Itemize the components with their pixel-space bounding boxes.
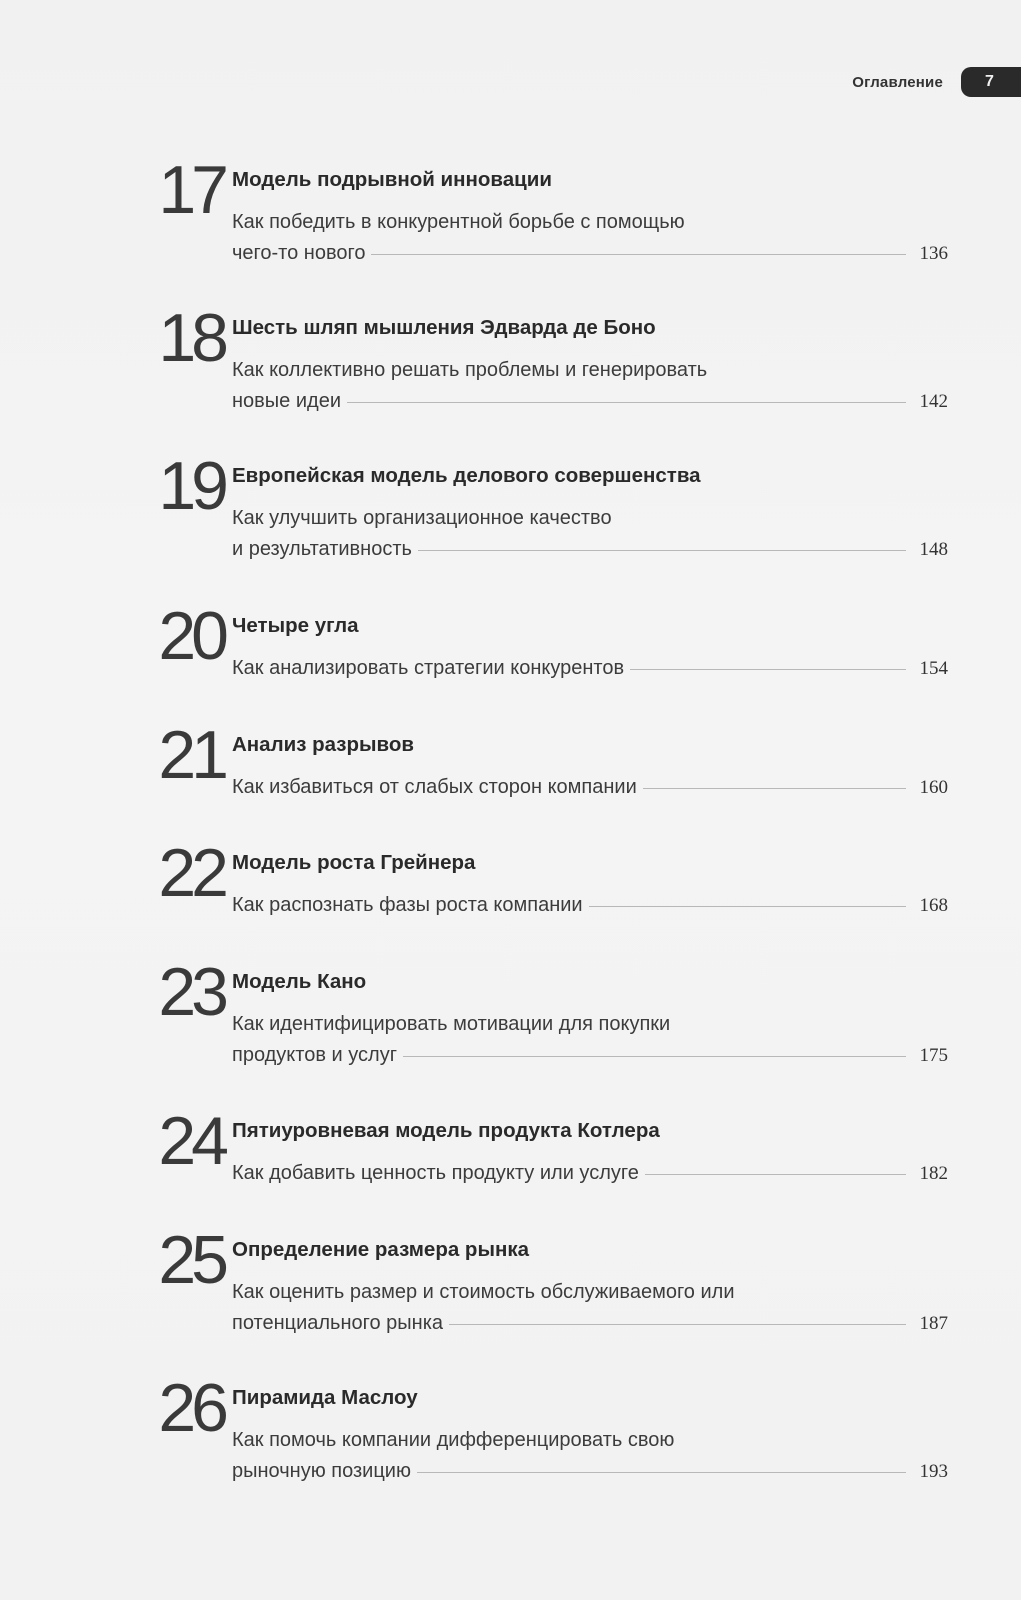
page-reference: 160 — [919, 777, 948, 798]
subtitle-line: потенциального рынка — [232, 1312, 444, 1334]
chapter-title: Анализ разрывов — [232, 733, 414, 756]
chapter-subtitle — [232, 1158, 948, 1189]
chapter-title: Модель роста Грейнера — [232, 851, 476, 874]
chapter-number: 22 — [158, 835, 224, 911]
chapter-title: Шесть шляп мышления Эдварда де Боно — [232, 316, 656, 339]
chapter-subtitle — [232, 772, 948, 803]
dot-leader — [589, 906, 906, 907]
dot-leader — [449, 1324, 906, 1325]
chapter-number: 19 — [158, 448, 224, 524]
chapter-number: 25 — [158, 1222, 224, 1298]
subtitle-line: продуктов и услуг — [232, 1044, 397, 1066]
chapter-subtitle — [232, 355, 948, 417]
dot-leader — [347, 402, 906, 403]
chapter-number: 18 — [158, 300, 224, 376]
dot-leader — [630, 669, 906, 670]
subtitle-line: Как идентифицировать мотивации для покупки — [232, 1013, 671, 1035]
chapter-number: 23 — [158, 954, 224, 1030]
subtitle-line: новые идеи — [232, 390, 341, 412]
page-reference: 148 — [919, 539, 948, 560]
page-reference: 142 — [919, 391, 948, 412]
chapter-subtitle — [232, 653, 948, 684]
chapter-subtitle — [232, 207, 948, 269]
page-reference: 193 — [919, 1461, 948, 1482]
chapter-title: Европейская модель делового совершенства — [232, 464, 701, 487]
subtitle-line: Как коллективно решать проблемы и генерировать — [232, 359, 708, 381]
chapter-title: Модель Кано — [232, 970, 367, 993]
subtitle-line: Как помочь компании дифференцировать свою — [232, 1429, 675, 1451]
subtitle-line: чего-то нового — [232, 242, 366, 264]
dot-leader — [371, 254, 906, 255]
subtitle-line: Как анализировать стратегии конкурентов — [232, 657, 625, 679]
chapter-number: 26 — [158, 1370, 224, 1446]
chapter-title: Модель подрывной инновации — [232, 168, 552, 191]
dot-leader — [417, 1472, 906, 1473]
chapter-title: Четыре угла — [232, 614, 359, 637]
subtitle-line: Как оценить размер и стоимость обслуживаемого или — [232, 1281, 735, 1303]
page-reference: 168 — [919, 895, 948, 916]
subtitle-line: Как победить в конкурентной борьбе с помощью — [232, 211, 685, 233]
section-title: Оглавление — [852, 73, 943, 91]
running-header — [852, 66, 1021, 98]
dot-leader — [645, 1174, 906, 1175]
chapter-number: 24 — [158, 1103, 224, 1179]
dot-leader — [643, 788, 906, 789]
page-number-tab — [961, 67, 1021, 97]
dot-leader — [418, 550, 906, 551]
page-reference: 136 — [919, 243, 948, 264]
chapter-title: Пирамида Маслоу — [232, 1386, 418, 1409]
chapter-subtitle — [232, 1009, 948, 1071]
chapter-subtitle — [232, 890, 948, 921]
page-reference: 175 — [919, 1045, 948, 1066]
page-number: 7 — [985, 73, 994, 90]
dot-leader — [403, 1056, 906, 1057]
chapter-number: 20 — [158, 598, 224, 674]
chapter-title: Пятиуровневая модель продукта Котлера — [232, 1119, 660, 1142]
subtitle-line: Как распознать фазы роста компании — [232, 894, 583, 916]
subtitle-line: Как избавиться от слабых сторон компании — [232, 776, 637, 798]
chapter-title: Определение размера рынка — [232, 1238, 530, 1261]
chapter-subtitle — [232, 1425, 948, 1487]
subtitle-line: Как добавить ценность продукту или услуге — [232, 1162, 639, 1184]
page-reference: 187 — [919, 1313, 948, 1334]
chapter-number: 17 — [158, 152, 224, 228]
page-reference: 154 — [919, 658, 948, 679]
chapter-number: 21 — [158, 717, 224, 793]
subtitle-line: рыночную позицию — [232, 1460, 411, 1482]
chapter-subtitle — [232, 503, 948, 565]
page-reference: 182 — [919, 1163, 948, 1184]
chapter-subtitle — [232, 1277, 948, 1339]
subtitle-line: и результативность — [232, 538, 412, 560]
subtitle-line: Как улучшить организационное качество — [232, 507, 612, 529]
